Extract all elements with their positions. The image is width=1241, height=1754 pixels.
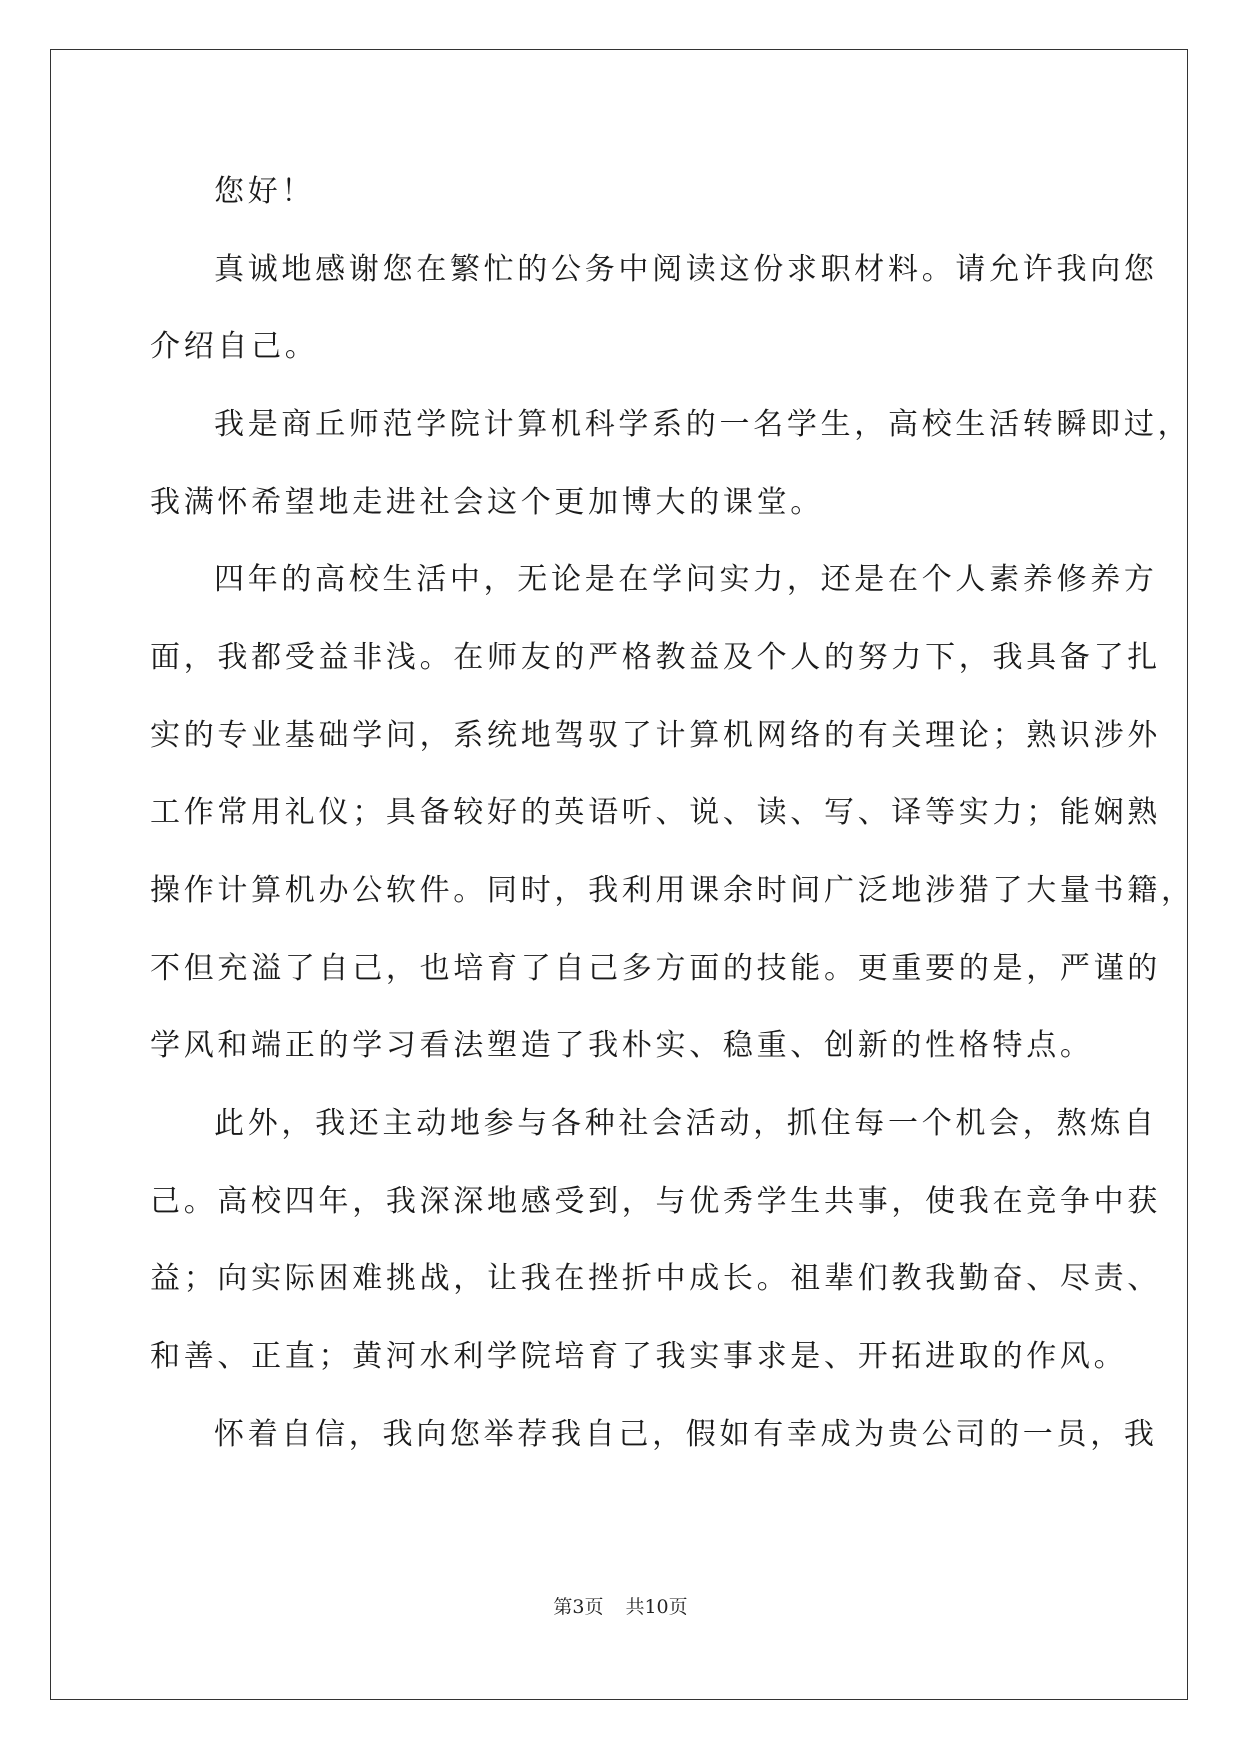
paragraph-line: 实的专业基础学问，系统地驾驭了计算机网络的有关理论；熟识涉外	[150, 718, 1161, 753]
paragraph-line: 面，我都受益非浅。在师友的严格教益及个人的努力下，我具备了扎	[150, 640, 1161, 675]
paragraph-line: 怀着自信，我向您举荐我自己，假如有幸成为贵公司的一员，我	[214, 1417, 1158, 1452]
paragraph-line: 不但充溢了自己，也培育了自己多方面的技能。更重要的是，严谨的	[150, 951, 1161, 986]
page-footer	[0, 1595, 1241, 1619]
paragraph-line: 操作计算机办公软件。同时，我利用课余时间广泛地涉猎了大量书籍，	[150, 873, 1195, 908]
paragraph-line: 我是商丘师范学院计算机科学系的一名学生，高校生活转瞬即过，	[214, 407, 1192, 442]
paragraph-line: 学风和端正的学习看法塑造了我朴实、稳重、创新的性格特点。	[150, 1028, 1094, 1063]
paragraph-line: 此外，我还主动地参与各种社会活动，抓住每一个机会，熬炼自	[214, 1106, 1158, 1141]
paragraph-line: 工作常用礼仪；具备较好的英语听、说、读、写、译等实力；能娴熟	[150, 795, 1161, 830]
page-total: 共10页	[625, 1596, 688, 1618]
paragraph-line: 真诚地感谢您在繁忙的公务中阅读这份求职材料。请允许我向您	[214, 252, 1158, 287]
paragraph-line: 我满怀希望地走进社会这个更加博大的课堂。	[150, 485, 824, 520]
paragraph-line: 和善、正直；黄河水利学院培育了我实事求是、开拓进取的作风。	[150, 1339, 1128, 1374]
paragraph-line: 四年的高校生活中，无论是在学问实力，还是在个人素养修养方	[214, 562, 1158, 597]
paragraph-line: 己。高校四年，我深深地感受到，与优秀学生共事，使我在竞争中获	[150, 1184, 1161, 1219]
greeting: 您好！	[214, 174, 316, 209]
paragraph-line: 益；向实际困难挑战，让我在挫折中成长。祖辈们教我勤奋、尽责、	[150, 1261, 1161, 1296]
paragraph-line: 介绍自己。	[150, 329, 319, 364]
page-number: 第3页	[553, 1596, 604, 1618]
